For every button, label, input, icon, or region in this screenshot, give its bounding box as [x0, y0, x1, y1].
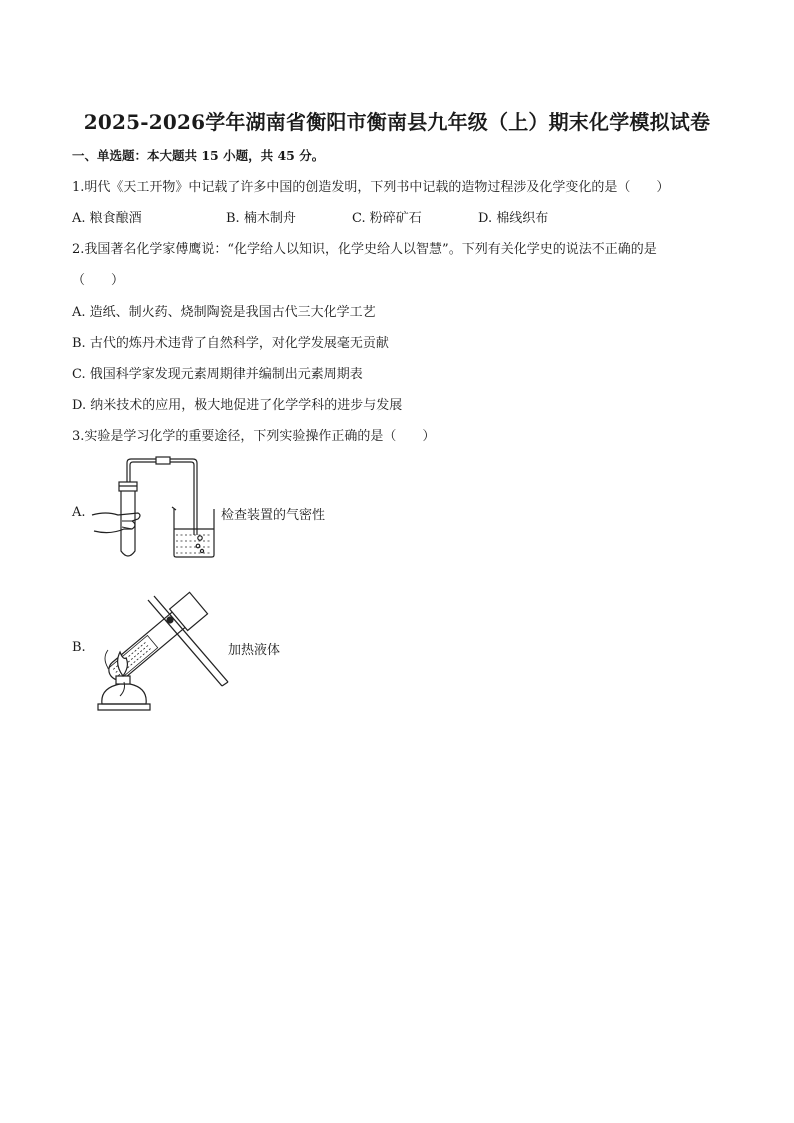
- question-2-option-d: D. 纳米技术的应用，极大地促进了化学学科的进步与发展: [72, 398, 403, 413]
- heating-liquid-figure: [90, 578, 230, 720]
- question-2-option-b: B. 古代的炼丹术违背了自然科学，对化学发展毫无贡献: [72, 336, 389, 351]
- question-1-option-c: C. 粉碎矿石: [352, 211, 422, 226]
- question-2-stem-line2: （ ）: [72, 273, 125, 288]
- question-3-option-b-letter: B.: [72, 640, 86, 655]
- question-3-stem: 3.实验是学习化学的重要途径，下列实验操作正确的是（ ）: [72, 429, 436, 444]
- question-3-option-b-caption: 加热液体: [228, 643, 281, 658]
- question-1-option-b: B. 楠木制舟: [226, 211, 296, 226]
- page-title: 2025-2026学年湖南省衡阳市衡南县九年级（上）期末化学模拟试卷: [83, 110, 711, 134]
- section-heading: 一、单选题：本大题共 15 小题，共 45 分。: [72, 148, 325, 163]
- question-1-option-d: D. 棉线织布: [478, 211, 549, 226]
- airtightness-check-figure: [88, 455, 228, 565]
- question-1-stem: 1.明代《天工开物》中记载了许多中国的创造发明，下列书中记载的造物过程涉及化学变化的是（ ）: [72, 180, 670, 195]
- question-3-option-a-letter: A.: [72, 505, 86, 520]
- question-2-option-a: A. 造纸、制火药、烧制陶瓷是我国古代三大化学工艺: [72, 305, 376, 320]
- question-1-option-a: A. 粮食酿酒: [72, 211, 142, 226]
- question-2-stem-line1: 2.我国著名化学家傅鹰说：“化学给人以知识，化学史给人以智慧”。下列有关化学史的说法不正确的是: [72, 242, 657, 257]
- question-2-option-c: C. 俄国科学家发现元素周期律并编制出元素周期表: [72, 367, 363, 382]
- question-3-option-a-caption: 检查装置的气密性: [221, 508, 326, 523]
